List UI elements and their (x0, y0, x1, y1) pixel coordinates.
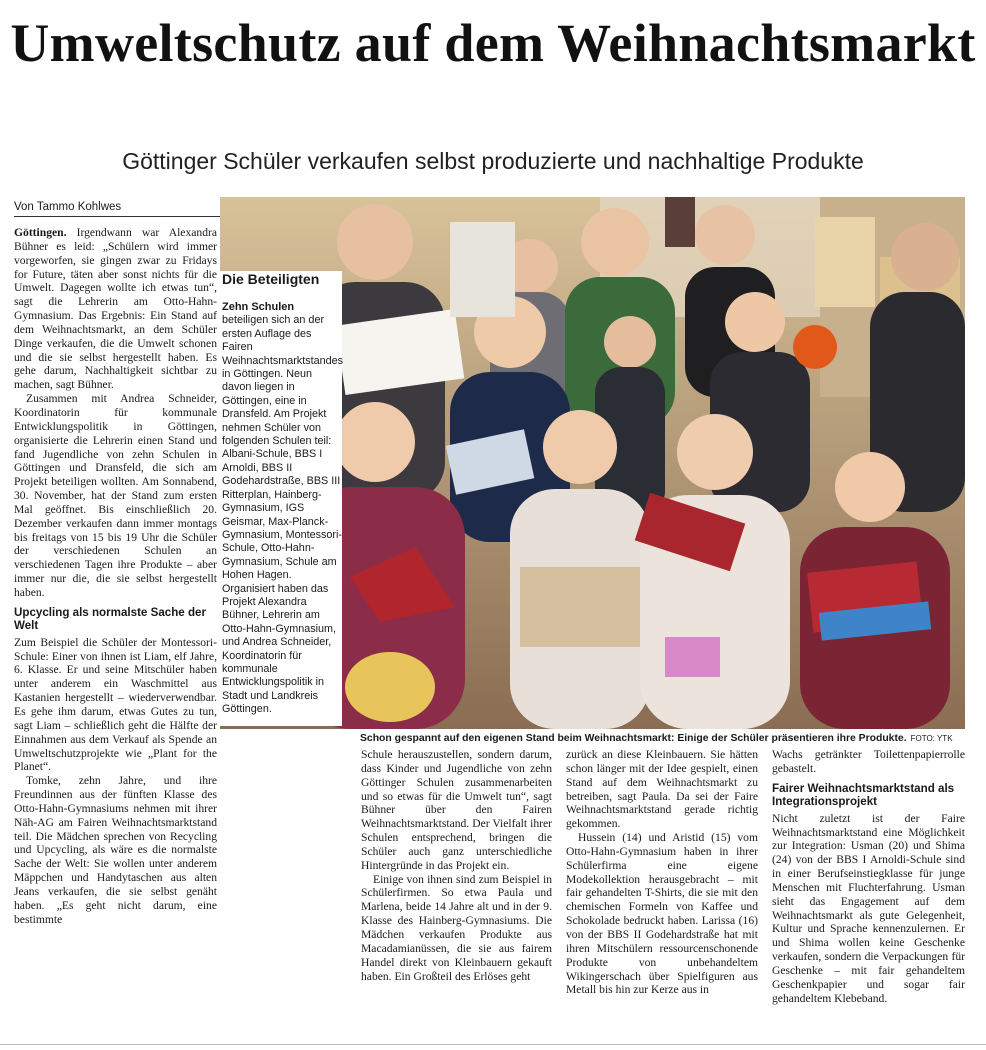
paragraph: Wachs getränkter Toilettenpapierrolle gebastelt. (772, 748, 965, 775)
photo-credit: FOTO: YTK (910, 734, 953, 743)
subheading: Upcycling als normalste Sache der Welt (14, 605, 207, 633)
info-box-title: Die Beteiligten (222, 271, 320, 287)
byline: Von Tammo Kohlwes (14, 201, 220, 217)
info-box-text: Zehn Schulen beteiligen sich an der ersten Auflage des Fairen Weihnachtsmarktstandes in Göttingen. Neun davon liegen in Göttingen, eine in Dransfeld. Am Projekt nehmen Schüler von folgenden Schulen teil: Albani-Schule, BBS I Arnoldi, BBS II Godehardstraße, BBS III Ritterplan, Hainberg-Gymnasium, IGS Geismar, Max-Planck-Gymnasium, Montessori-Schule, Otto-Hahn-Gymnasium, Schule am Hohen Hagen. Organisiert haben das Projekt Alexandra Bühner, Lehrerin am Otto-Hahn-Gymnasium, und Andrea Schneider, Koordinatorin für kommunale Entwicklungspolitik in Stadt und Landkreis Göttingen. (222, 301, 344, 716)
subheadline: Göttinger Schüler verkaufen selbst produzierte und nachhaltige Produkte (122, 148, 864, 174)
article-column-4 (566, 748, 758, 1040)
paragraph: Tomke, zehn Jahre, und ihre Freundinnen aus der fünften Klasse des Otto-Hahn-Gymnasiums nehmen mit ihrer Näh-AG am Fairen Weihnachtsmarktstand teil. Die Mädchen sprechen von Recycling und Upcycling, als wäre es die normalste Sache der Welt: Sie wollen unter anderem Mäppchen und Handytaschen aus alten Jeans verkaufen, die sie selbst genäht haben. „Es geht nicht darum, eine bestimmte (14, 774, 217, 926)
info-box (220, 271, 342, 726)
info-box-subheading: Zehn Schulen (222, 301, 295, 313)
dateline: Göttingen. (14, 226, 67, 239)
bottom-rule (0, 1044, 986, 1045)
paragraph: Nicht zuletzt ist der Faire Weihnachtsmarktstand eine Möglichkeit zur Integration: Usman (20) und Shima (24) von der BBS I Arnoldi-Schule sind in einer Berufseinstiegklasse für junge Menschen mit Fluchterfahrung. Usman sieht das Engagement auf dem Weihnachtsmarkt als gute Gelegenheit, Kultur und Sprache kennenzulernen. Er und Shima wollen keine Geschenke verkaufen, sondern die Verpackungen für Geschenke – mit fair gehandeltem Geschenkpapier und sogar fair gehandeltem Klebeband. (772, 811, 965, 1005)
paragraph: Göttingen. Irgendwann war Alexandra Bühner es leid: „Schülern wird immer vorgeworfen, sie gingen zwar zu Fridays for Future, täten aber sonst nichts für die Umwelt. Dagegen wollte ich etwas tun“, sagt die Lehrerin am Otto-Hahn-Gymnasium. Das Ergebnis: Ein Stand auf dem Weihnachtsmarkt, an dem Schüler Dinge verkaufen, die die Umwelt schonen und die sie selbst hergestellt haben. Es gehe darum, Nachhaltigkeit sichtbar zu machen, sagt Bühner. (14, 226, 217, 392)
paragraph: zurück an diese Kleinbauern. Sie hätten schon länger mit der Idee gespielt, einen Stand auf dem Weihnachtsmarkt zu betreiben, sagt Paula. Da sei der Faire Weihnachtsmarktstand gerade richtig gekommen. (566, 748, 758, 831)
headline: Umweltschutz auf dem Weihnachtsmarkt (10, 13, 976, 73)
paragraph: Schule herauszustellen, sondern darum, dass Kinder und Jugendliche von zehn Göttinger Schulen zusammenarbeiten und so etwas für die Umwelt tun“, sagt Bühner über den Fairen Weihnachtsmarktstand. Der Vielfalt ihrer Schulen entsprechend, bringen die Schüler auch ganz unterschiedliche Hintergründe in das Projekt ein. (361, 748, 552, 872)
subheading: Fairer Weihnachtsmarktstand als Integrationsprojekt (772, 781, 955, 809)
article-column-1 (14, 226, 217, 1042)
photo-caption: Schon gespannt auf den eigenen Stand beim Weihnachtsmarkt: Einige der Schüler präsentieren ihre Produkte. FOTO: YTK (360, 733, 953, 744)
article-column-3 (361, 748, 552, 1040)
paragraph: Hussein (14) und Aristid (15) vom Otto-Hahn-Gymnasium haben in ihrer Schülerfirma eine eigene Modekollektion herausgebracht – mit fair gehandelten T-Shirts, die sie mit den chemischen Formeln von Kaffee und Schokolade bedruckt haben. Larissa (16) von der BBS II Godehardstraße hat mit ihren Mitschülern ressourcenschonende Produkte von unbehandeltem Wikingerschach über Spielfiguren aus Metall bis hin zur Kerze aus in (566, 831, 758, 997)
paragraph: Zusammen mit Andrea Schneider, Koordinatorin für kommunale Entwicklungspolitik in Göttingen, organisierte die Lehrerin einen Stand und fand Jugendliche von zehn Schulen in Göttingen und Dransfeld, die sich am Projekt beteiligen wollten. Am Sonnabend, 30. November, hat der Stand zum ersten Mal geöffnet. Bis einschließlich 20. Dezember verkaufen dann immer montags bis freitags von 15 bis 19 Uhr die Schüler der verschiedenen Schulen an verschiedenen Tagen ihre Produkte – aber immer nur die, die sie selbst hergestellt haben. (14, 392, 217, 599)
paragraph: Einige von ihnen sind zum Beispiel in Schülerfirmen. So etwa Paula und Marlena, beide 14 Jahre alt und in der 9. Klasse des Hainberg-Gymnasiums. Die Mädchen verkaufen Produkte aus Macadamianüssen, die sie aus fairem Handel direkt von Kleinbauern gekauft haben. Ein Großteil des Erlöses geht (361, 872, 552, 983)
paragraph: Zum Beispiel die Schüler der Montessori-Schule: Einer von ihnen ist Liam, elf Jahre, 6. Klasse. Er und seine Mitschüler haben unter anderem ein Waschmittel aus Kastanien hergestellt – wiederverwendbar. Es gehe ihm darum, etwas Gutes zu tun, sagt Liam – schließlich geht die Hälfte der Einnahmen aus dem Verkauf als Spende an Umweltschutzprojekte wie „Plant for the Planet“. (14, 635, 217, 774)
article-column-5 (772, 748, 965, 1040)
